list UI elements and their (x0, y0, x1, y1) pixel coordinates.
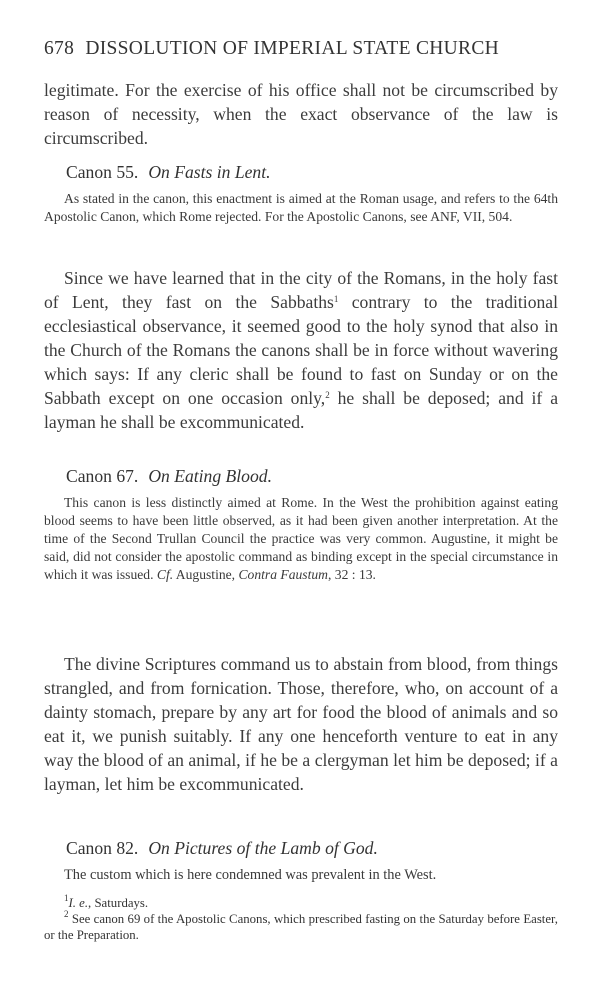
canon-55-section (44, 160, 558, 226)
footnote-ref[interactable]: 1 (333, 294, 339, 304)
footnote-marker: 2 (64, 909, 69, 919)
footnote (44, 911, 558, 943)
page-number: 678 (44, 38, 75, 59)
canon-heading (44, 160, 558, 184)
canon-label: Canon 67. (66, 466, 139, 486)
canon-text-part: Since we have learned that in the city of the Romans, in the holy fast of Lent, they fast on the Sabbaths (44, 268, 558, 312)
canon-commentary: As stated in the canon, this enactment is aimed at the Roman usage, and refers to the 64th Apostolic Canon, which Rome rejected. For the Apostolic Canons, see ANF, VII, 504. (44, 191, 558, 224)
canon-label: Canon 82. (66, 838, 139, 858)
canon-text-part: contrary to the traditional ecclesiastical observance, it seemed good to the holy synod that also in the Church of the Romans the canons shall be in force without wavering which says: If any cleric shall be found to fast on Sunday or on the Sabbath except on one occasion only, (44, 292, 558, 408)
canon-heading (44, 464, 558, 488)
canon-55-text-block (44, 266, 558, 434)
canon-text: The divine Scriptures command us to abstain from blood, from things strangled, and from fornication. Those, therefore, who, on account of a dainty stomach, prepare by any art for food the blood of animals and so eat it, we punish suitably. If any one henceforth venture to eat in any way the blood of an animal, if he be a clergyman let him be deposed; if a layman, let him be excommunicated. (44, 654, 558, 794)
running-title: DISSOLUTION OF IMPERIAL STATE CHURCH (85, 38, 500, 59)
canon-commentary (44, 494, 558, 584)
footnote-italic: I. e. (68, 896, 89, 910)
commentary-cf: Cf. (156, 567, 174, 582)
footnotes (44, 895, 558, 943)
footnote-text: , Saturdays. (88, 896, 149, 910)
canon-text-part: he shall be deposed; and if a layman he shall be excommunicated. (44, 388, 559, 432)
opening-paragraph: legitimate. For the exercise of his office shall not be circumscribed by reason of necessity, when the exact observance of the law is circumscribed. (44, 80, 558, 148)
commentary-ref: Augustine, (173, 567, 239, 582)
canon-67-section (44, 464, 558, 584)
canon-82-section (44, 836, 558, 884)
canon-label: Canon 55. (66, 162, 139, 182)
canon-commentary: The custom which is here condemned was prevalent in the West. (64, 867, 437, 883)
canon-heading (44, 836, 558, 860)
canon-text (44, 266, 558, 434)
footnote-marker: 1 (64, 893, 69, 903)
commentary-text: This canon is less distinctly aimed at Rome. In the West the prohibition against eating blood seems to have been little observed, as it had been given another interpretation. At the time of the Second Trullan Council the practice was very common. Augustine, it might be said, did not consider the apostolic command as binding except in the special circumstance in which it was issued. (44, 495, 558, 582)
commentary-location: , 32 : 13. (328, 567, 376, 582)
running-header (44, 38, 558, 60)
canon-title: On Pictures of the Lamb of God. (148, 838, 378, 858)
footnote-text: See canon 69 of the Apostolic Canons, which prescribed fasting on the Saturday before Easter, or the Preparation. (44, 912, 558, 942)
opening-paragraph-block (44, 78, 558, 150)
canon-67-text-block (44, 652, 558, 796)
canon-title: On Fasts in Lent. (148, 162, 271, 182)
commentary-work-title: Contra Faustum (238, 567, 328, 582)
footnote (44, 895, 558, 911)
canon-title: On Eating Blood. (148, 466, 272, 486)
footnote-ref[interactable]: 2 (325, 390, 330, 400)
